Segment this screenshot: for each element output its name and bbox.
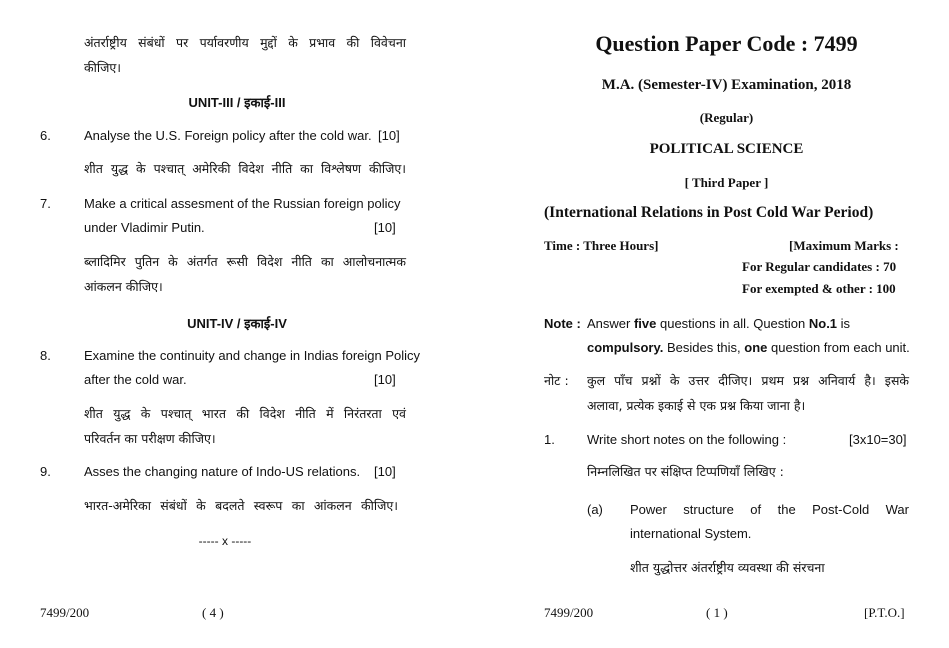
hindi-note-line1: कुल पाँच प्रश्नों के उत्तर दीजिए। प्रथम प्रश्न अनिवार्य है। इसके [587, 373, 909, 388]
q1a-label: (a) [587, 502, 603, 517]
hindi-note-label: नोट : [544, 373, 569, 388]
right-footer-page-number: ( 1 ) [706, 605, 728, 620]
q6-text: Analyse the U.S. Foreign policy after the cold war. [84, 128, 372, 143]
q9-number: 9. [40, 464, 51, 479]
q7-text-line2: under Vladimir Putin. [84, 220, 205, 235]
q8-hindi-line2: परिवर्तन का परीक्षण कीजिए। [84, 431, 216, 446]
hindi-note-line2: अलावा, प्रत्येक इकाई से एक प्रश्न किया जाना है। [587, 398, 806, 413]
unit3-heading: UNIT-III / इकाई-III [188, 95, 286, 110]
q9-hindi: भारत-अमेरिका संबंधों के बदलते स्वरूप का आंकलन कीजिए। [84, 498, 398, 513]
intro-hindi-line2: कीजिए। [84, 60, 122, 75]
note-line1 [587, 316, 909, 331]
q7-number: 7. [40, 196, 51, 211]
note-label: Note : [544, 316, 581, 331]
note-question-no1: No.1 [808, 316, 838, 331]
q1a-text-line2: international System. [630, 526, 752, 541]
q8-marks: [10] [374, 372, 396, 387]
note-one: one [744, 340, 768, 355]
q7-text-line1: Make a critical assesment of the Russian foreign policy [84, 196, 401, 211]
q1-hindi: निम्नलिखित पर संक्षिप्त टिप्पणियाँ लिखिए : [587, 464, 784, 479]
regular-label: (Regular) [699, 110, 754, 125]
q1-marks: [3x10=30] [849, 432, 907, 447]
q8-text-line2: after the cold war. [84, 372, 187, 387]
q8-hindi-line1: शीत युद्ध के पश्चात् भारत की विदेश नीति में निरंतरता एवं [84, 406, 406, 421]
time-allowed: Time : Three Hours] [544, 238, 659, 253]
q7-hindi-line1: ब्लादिमिर पुतिन के अंतर्गत रूसी विदेश नीति का आलोचनात्मक [84, 254, 406, 269]
q1a-text-line1: Power structure of the Post-Cold War [630, 502, 909, 517]
note-text: question from each unit. [767, 340, 910, 355]
subject-title: POLITICAL SCIENCE [649, 141, 804, 157]
q6-hindi: शीत युद्ध के पश्चात् अमेरिकी विदेश नीति का विश्लेषण कीजिए। [84, 161, 406, 176]
unit4-heading: UNIT-IV / इकाई-IV [187, 316, 287, 331]
q9-text: Asses the changing nature of Indo-US relations. [84, 464, 361, 479]
left-footer-page-number: ( 4 ) [202, 605, 224, 620]
q8-number: 8. [40, 348, 51, 363]
maximum-marks-label: [Maximum Marks : [789, 238, 899, 253]
pto-label: [P.T.O.] [864, 605, 905, 620]
left-footer-code: 7499/200 [40, 605, 90, 620]
paper-title: (International Relations in Post Cold War Period) [544, 204, 874, 221]
intro-hindi-line1: अंतर्राष्ट्रीय संबंधों पर पर्यावरणीय मुद्दों के प्रभाव की विवेचना [84, 35, 406, 50]
note-text: questions in all. Question [656, 316, 809, 331]
note-five: five [633, 316, 657, 331]
paper-code-title: Question Paper Code : 7499 [595, 31, 858, 56]
note-line2 [587, 340, 909, 355]
q1-number: 1. [544, 432, 555, 447]
exempted-candidates-marks: For exempted & other : 100 [742, 281, 896, 296]
end-mark: ----- x ----- [198, 534, 252, 548]
regular-candidates-marks: For Regular candidates : 70 [742, 259, 897, 274]
q9-marks: [10] [374, 464, 396, 479]
right-footer-code: 7499/200 [544, 605, 594, 620]
q7-marks: [10] [374, 220, 396, 235]
q6-marks: [10] [378, 128, 400, 143]
q6-number: 6. [40, 128, 51, 143]
note-text: Besides this, [663, 340, 745, 355]
note-text: is [837, 316, 851, 331]
q1-text: Write short notes on the following : [587, 432, 787, 447]
exam-title: M.A. (Semester-IV) Examination, 2018 [601, 77, 852, 93]
q8-text-line1: Examine the continuity and change in Indias foreign Policy [84, 348, 421, 363]
note-text: Answer [587, 316, 634, 331]
q7-hindi-line2: आंकलन कीजिए। [84, 279, 163, 294]
q1a-hindi: शीत युद्धोत्तर अंतर्राष्ट्रीय व्यवस्था की संरचना [630, 560, 825, 575]
paper-number: [ Third Paper ] [684, 175, 769, 190]
note-compulsory: compulsory. [587, 340, 664, 355]
